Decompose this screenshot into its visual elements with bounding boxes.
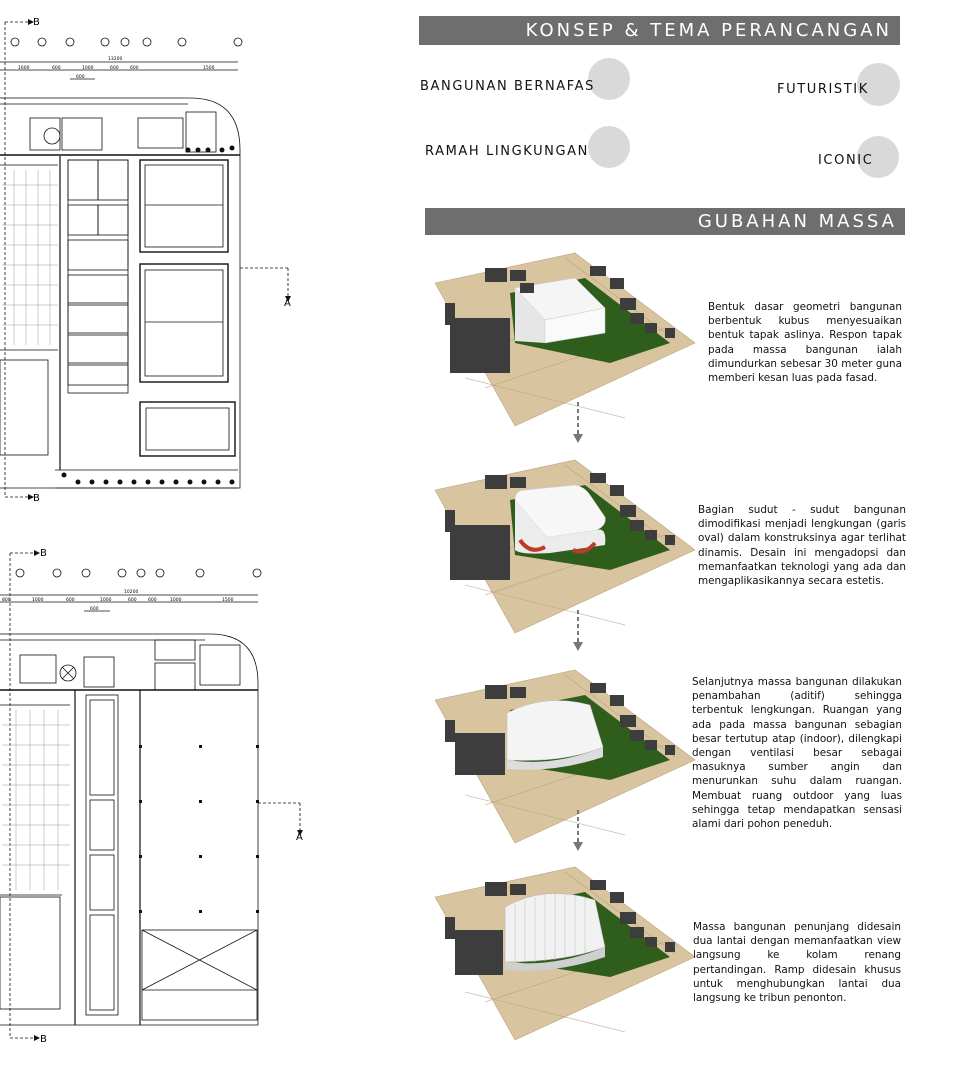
plan-dim: 1000 xyxy=(170,598,182,603)
section-mark-b-top: B xyxy=(33,17,40,28)
concept-label: FUTURISTIK xyxy=(777,82,869,97)
arrow-down-icon xyxy=(572,610,584,652)
concept-label: ICONIC xyxy=(818,153,874,168)
arrow-down-icon xyxy=(572,810,584,852)
plan-dim: 600 xyxy=(110,66,119,71)
plan-dim: 600 xyxy=(128,598,137,603)
concept-label: RAMAH LINGKUNGAN xyxy=(425,144,589,159)
massing-description-step-4: Massa bangunan penunjang didesain dua lantai dengan memanfaatkan view langsung ke kolam renang pertandingan. Ramp didesain khusus untuk menghubungkan lantai dua langsung ke tribun penonton. xyxy=(693,921,901,1005)
floor-plan-upper-drawing xyxy=(0,545,310,1045)
plan-dim: 600 xyxy=(90,607,99,612)
plan-dim: 600 xyxy=(52,66,61,71)
plan-dim: 1000 xyxy=(82,66,94,71)
plan-dim: 800 xyxy=(2,598,11,603)
concept-circle xyxy=(588,126,630,168)
floor-plan-ground xyxy=(0,0,300,510)
floor-plan-ground-drawing xyxy=(0,0,300,510)
section-mark-b-bottom: B xyxy=(33,493,40,504)
plan-dim: 1500 xyxy=(203,66,215,71)
plan-dim: 600 xyxy=(148,598,157,603)
plan-dim: 1000 xyxy=(100,598,112,603)
arrow-down-icon xyxy=(572,402,584,444)
concept-label: BANGUNAN BERNAFAS xyxy=(420,79,596,94)
plan-dim: 1000 xyxy=(32,598,44,603)
plan-total-dimension: 10200 xyxy=(124,590,139,595)
plan-dim: 600 xyxy=(66,598,75,603)
massing-title: GUBAHAN MASSA xyxy=(697,211,897,232)
concept-title: KONSEP & TEMA PERANCANGAN xyxy=(525,20,892,41)
massing-diagram-step-4 xyxy=(425,862,700,1042)
section-mark-b-top: B xyxy=(40,548,47,559)
massing-description-step-3: Selanjutnya massa bangunan dilakukan penambahan (aditif) sehingga terbentuk lengkungan. Ruangan yang ada pada massa bangunan sebagian besar tertutup atap (indoor), dilengkapi dengan ventilasi besar sebagai masuknya sumber angin dan menurunkan suhu dalam ruangan. Membuat ruang outdoor yang luas sehingga tetap mendapatkan sensasi alami dari pohon peneduh. xyxy=(692,676,902,831)
massing-description-step-1: Bentuk dasar geometri bangunan berbentuk kubus menyesuaikan bentuk tapak aslinya. Respon tapak pada massa bangunan ialah dimundurkan sebesar 30 meter guna memberi kesan luas pada fasad. xyxy=(708,301,902,385)
plan-total-dimension: 13200 xyxy=(108,57,123,62)
section-mark-a: A xyxy=(284,298,291,309)
plan-dim: 600 xyxy=(130,66,139,71)
massing-diagram-step-1 xyxy=(425,248,700,428)
section-mark-a: A xyxy=(296,832,303,843)
massing-header-bar xyxy=(425,208,905,235)
plan-dim: 600 xyxy=(76,75,85,80)
massing-diagram-step-2 xyxy=(425,455,700,635)
plan-dim: 1500 xyxy=(222,598,234,603)
concept-header-bar xyxy=(419,16,900,45)
section-mark-b-bottom: B xyxy=(40,1034,47,1045)
massing-description-step-2: Bagian sudut - sudut bangunan dimodifikasi menjadi lengkungan (garis oval) dalam konstruksinya agar terlihat dinamis. Desain ini mengadopsi dan memanfaatkan teknologi yang ada dan mengaplikasikannya secara estetis. xyxy=(698,504,906,588)
floor-plan-upper xyxy=(0,545,310,1045)
massing-diagram-step-3 xyxy=(425,665,700,845)
plan-dim: 1600 xyxy=(18,66,30,71)
